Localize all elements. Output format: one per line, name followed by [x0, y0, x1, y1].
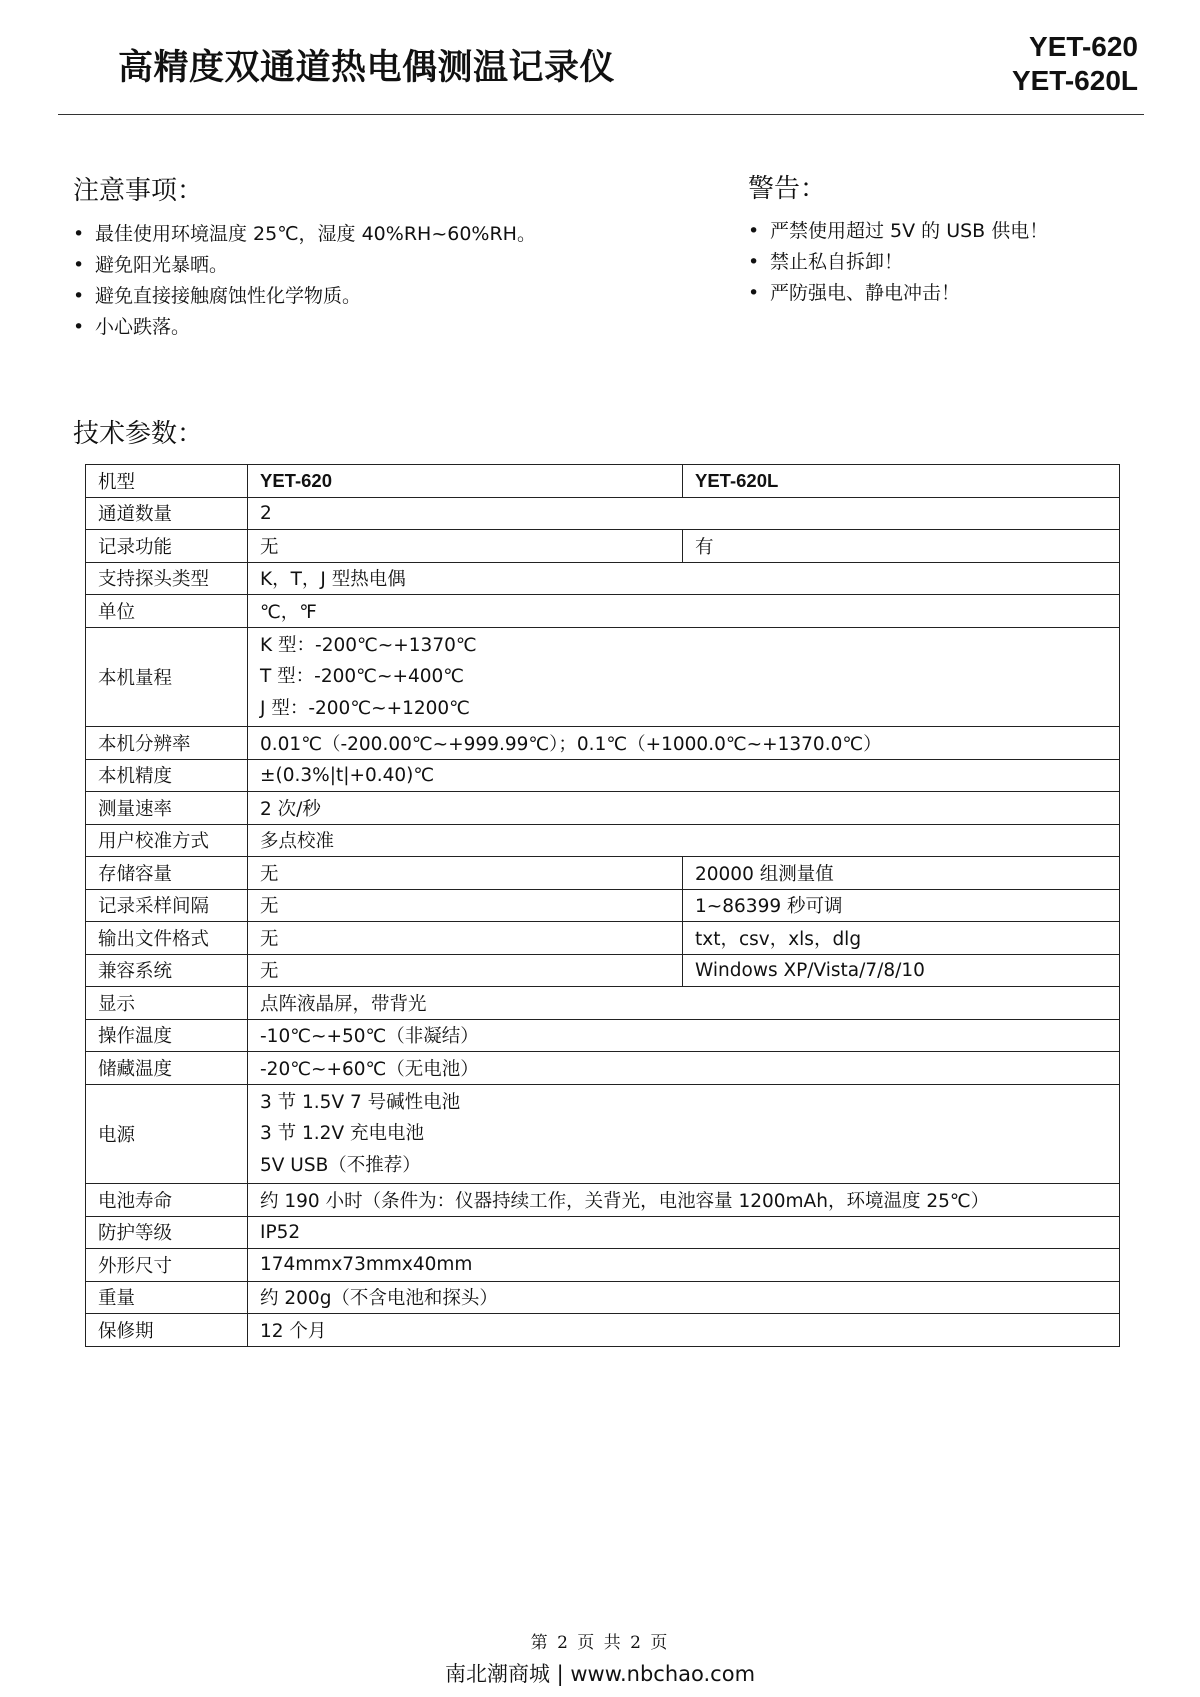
row-label: 电源 [86, 1084, 248, 1184]
header-cell-yet-620l: YET-620L [683, 465, 1120, 498]
warnings-list [748, 216, 1048, 309]
row-value: 约 200g（不含电池和探头） [248, 1281, 1120, 1314]
table-header-row [86, 465, 1120, 498]
row-value-line: 3 节 1.2V 充电电池 [260, 1123, 424, 1144]
site-footer: 南北潮商城 | www.nbchao.com [444, 1662, 756, 1686]
row-label: 电池寿命 [86, 1184, 248, 1217]
table-row [86, 759, 1120, 792]
row-value: -20℃~+60℃（无电池） [248, 1052, 1120, 1085]
model-yet-620: YET-620 [1029, 31, 1138, 62]
notes-list [73, 219, 536, 343]
row-label: 存储容量 [86, 857, 248, 890]
document-title: 高精度双通道热电偶测温记录仪 [118, 48, 616, 88]
row-value-line: 5V USB（不推荐） [260, 1154, 421, 1176]
row-value-yet-620: 无 [248, 922, 683, 955]
row-label: 重量 [86, 1281, 248, 1314]
table-row [86, 824, 1120, 857]
row-value [248, 1084, 1120, 1184]
row-value-line: T 型：-200℃~+400℃ [260, 666, 465, 687]
row-value [248, 627, 1120, 727]
table-row [86, 1281, 1120, 1314]
row-value-line: K 型：-200℃~+1370℃ [260, 634, 477, 656]
row-value: 2 [248, 497, 1120, 530]
spec-table [85, 464, 1120, 1347]
row-value-yet-620l: 20000 组测量值 [683, 857, 1120, 890]
row-label: 操作温度 [86, 1019, 248, 1052]
row-label: 支持探头类型 [86, 562, 248, 595]
row-value-yet-620l: 1~86399 秒可调 [683, 889, 1120, 922]
row-label: 显示 [86, 987, 248, 1020]
table-row [86, 1052, 1120, 1085]
warning-item: • 严防强电、静电冲击！ [748, 278, 1048, 309]
page-number: 第 2 页 共 2 页 [530, 1633, 670, 1653]
row-value: ℃，℉ [248, 595, 1120, 628]
row-label: 单位 [86, 595, 248, 628]
notes-heading: 注意事项： [73, 176, 204, 206]
row-label: 储藏温度 [86, 1052, 248, 1085]
row-value-yet-620l: 有 [683, 530, 1120, 563]
row-label: 输出文件格式 [86, 922, 248, 955]
table-row [86, 595, 1120, 628]
row-label: 本机精度 [86, 759, 248, 792]
table-row [86, 792, 1120, 825]
note-item: • 小心跌落。 [73, 312, 536, 343]
row-value: 多点校准 [248, 824, 1120, 857]
model-yet-620l: YET-620L [1011, 65, 1138, 96]
row-value-yet-620l: Windows XP/Vista/7/8/10 [683, 954, 1120, 987]
row-value-yet-620: 无 [248, 857, 683, 890]
row-label: 兼容系统 [86, 954, 248, 987]
table-row [86, 857, 1120, 890]
row-value: 约 190 小时（条件为：仪器持续工作，关背光，电池容量 1200mAh，环境温度 25℃） [248, 1184, 1120, 1217]
row-label: 本机量程 [86, 627, 248, 727]
row-value: 174mmx73mmx40mm [248, 1249, 1120, 1282]
table-row [86, 1249, 1120, 1282]
row-value-yet-620: 无 [248, 889, 683, 922]
note-item: • 避免阳光暴晒。 [73, 250, 536, 281]
row-label: 防护等级 [86, 1216, 248, 1249]
row-label: 通道数量 [86, 497, 248, 530]
header-cell-model: 机型 [86, 465, 248, 498]
model-numbers [1012, 30, 1138, 98]
row-value: 12 个月 [248, 1314, 1120, 1347]
table-row [86, 1184, 1120, 1217]
specs-heading: 技术参数： [73, 419, 204, 449]
warnings-heading: 警告： [748, 174, 827, 204]
table-row [86, 627, 1120, 727]
table-row [86, 987, 1120, 1020]
header-rule [58, 114, 1144, 115]
table-row [86, 1314, 1120, 1347]
warning-item: • 禁止私自拆卸！ [748, 247, 1048, 278]
row-label: 外形尺寸 [86, 1249, 248, 1282]
row-value: -10℃~+50℃（非凝结） [248, 1019, 1120, 1052]
note-item: • 避免直接接触腐蚀性化学物质。 [73, 281, 536, 312]
row-label: 本机分辨率 [86, 727, 248, 760]
table-row [86, 889, 1120, 922]
header-cell-yet-620: YET-620 [248, 465, 683, 498]
row-label: 记录采样间隔 [86, 889, 248, 922]
row-value-line: J 型：-200℃~+1200℃ [260, 697, 470, 719]
table-row [86, 562, 1120, 595]
table-row [86, 1216, 1120, 1249]
table-row [86, 922, 1120, 955]
table-row [86, 497, 1120, 530]
table-row [86, 727, 1120, 760]
table-row [86, 954, 1120, 987]
table-row [86, 530, 1120, 563]
row-value: 0.01℃（-200.00℃~+999.99℃）；0.1℃（+1000.0℃~+1370.0℃） [248, 727, 1120, 760]
row-value: 2 次/秒 [248, 792, 1120, 825]
row-value-yet-620: 无 [248, 954, 683, 987]
warning-item: • 严禁使用超过 5V 的 USB 供电！ [748, 216, 1048, 247]
row-value: ±(0.3%|t|+0.40)℃ [248, 759, 1120, 792]
row-value: IP52 [248, 1216, 1120, 1249]
row-value: 点阵液晶屏，带背光 [248, 987, 1120, 1020]
row-label: 记录功能 [86, 530, 248, 563]
row-value: K，T，J 型热电偶 [248, 562, 1120, 595]
note-item: • 最佳使用环境温度 25℃，湿度 40%RH~60%RH。 [73, 219, 536, 250]
table-row [86, 1084, 1120, 1184]
row-label: 用户校准方式 [86, 824, 248, 857]
row-value-yet-620l: txt，csv，xls，dlg [683, 922, 1120, 955]
row-label: 测量速率 [86, 792, 248, 825]
row-value-line: 3 节 1.5V 7 号碱性电池 [260, 1091, 461, 1113]
row-label: 保修期 [86, 1314, 248, 1347]
row-value-yet-620: 无 [248, 530, 683, 563]
table-row [86, 1019, 1120, 1052]
